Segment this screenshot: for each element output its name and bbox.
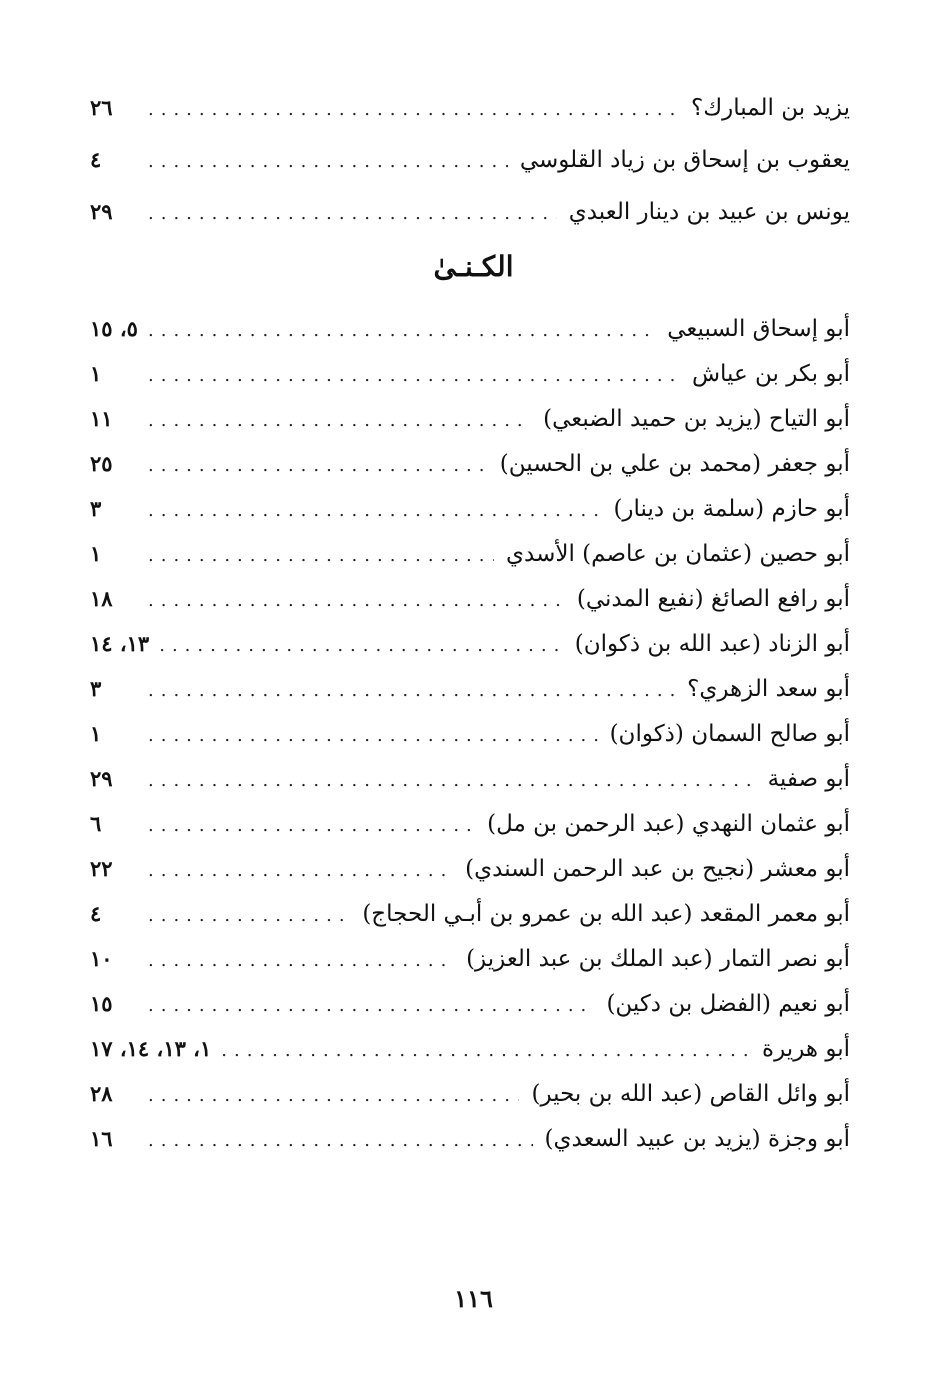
entry-pages: ٤ bbox=[90, 147, 102, 172]
entry-pages: ١٣، ١٤ bbox=[90, 631, 150, 656]
index-entry bbox=[90, 711, 850, 756]
entry-name: أبو نصر التمار (عبد الملك بن عبد العزيز) bbox=[466, 946, 850, 972]
entry-pages: ٢٥ bbox=[90, 451, 113, 476]
entry-pages: ٢٩ bbox=[90, 766, 113, 791]
entry-pages: ٢٨ bbox=[90, 1081, 113, 1106]
index-entry bbox=[90, 306, 850, 351]
entry-pages: ٢٢ bbox=[90, 856, 113, 881]
dot-leader bbox=[148, 803, 475, 848]
entry-pages: ٣ bbox=[90, 676, 102, 701]
dot-leader bbox=[148, 1118, 533, 1163]
entry-name: أبو إسحاق السبيعي bbox=[667, 316, 850, 342]
index-entry bbox=[90, 666, 850, 711]
dot-leader bbox=[148, 983, 594, 1028]
dot-leader bbox=[148, 84, 679, 136]
index-entry bbox=[90, 351, 850, 396]
index-entry bbox=[90, 936, 850, 981]
index-entry bbox=[90, 981, 850, 1026]
index-entry bbox=[90, 82, 850, 134]
entry-pages: ١٠ bbox=[90, 946, 113, 971]
index-list-names bbox=[90, 82, 850, 238]
dot-leader bbox=[148, 308, 655, 353]
entry-name: يونس بن عبيد بن دينار العبدي bbox=[568, 199, 850, 225]
dot-leader bbox=[148, 136, 508, 188]
entry-name: أبو حصين (عثمان بن عاصم) الأسدي bbox=[506, 541, 850, 567]
index-entry bbox=[90, 531, 850, 576]
index-entry bbox=[90, 846, 850, 891]
entry-pages: ٣ bbox=[90, 496, 102, 521]
index-entry bbox=[90, 441, 850, 486]
page-number: ١١٦ bbox=[454, 1284, 493, 1313]
dot-leader bbox=[148, 848, 453, 893]
entry-pages: ٥، ١٥ bbox=[90, 316, 138, 341]
index-entry bbox=[90, 396, 850, 441]
entry-name: أبو وجزة (يزيد بن عبيد السعدي) bbox=[544, 1126, 850, 1152]
entry-name: أبو سعد الزهري؟ bbox=[687, 676, 850, 702]
entry-pages: ٢٩ bbox=[90, 199, 113, 224]
entry-name: أبو هريرة bbox=[762, 1036, 850, 1062]
entry-pages: ٦ bbox=[90, 811, 102, 836]
entry-pages: ١ bbox=[90, 541, 102, 566]
index-entry bbox=[90, 891, 850, 936]
index-entry bbox=[90, 576, 850, 621]
dot-leader bbox=[148, 398, 531, 443]
index-entry bbox=[90, 1071, 850, 1116]
entry-pages: ١ bbox=[90, 361, 102, 386]
entry-pages: ٤ bbox=[90, 901, 102, 926]
entry-name: أبو جعفر (محمد بن علي بن الحسين) bbox=[499, 451, 850, 477]
entry-name: أبو بكر بن عياش bbox=[691, 361, 850, 387]
dot-leader bbox=[159, 623, 563, 668]
entry-name: أبو معمر المقعد (عبد الله بن عمرو بن أبـي الحجاج) bbox=[362, 901, 850, 927]
dot-leader bbox=[148, 533, 494, 578]
entry-name: أبو التياح (يزيد بن حميد الضبعي) bbox=[543, 406, 850, 432]
dot-leader bbox=[148, 893, 350, 938]
entry-name: أبو صالح السمان (ذكوان) bbox=[609, 721, 850, 747]
index-entry bbox=[90, 486, 850, 531]
dot-leader bbox=[148, 578, 565, 623]
entry-pages: ١٥ bbox=[90, 991, 113, 1016]
entry-pages: ٢٦ bbox=[90, 95, 113, 120]
index-list-kunya bbox=[90, 306, 850, 1161]
index-entry bbox=[90, 186, 850, 238]
entry-pages: ١٦ bbox=[90, 1126, 113, 1151]
entry-name: يزيد بن المبارك؟ bbox=[690, 95, 850, 121]
dot-leader bbox=[221, 1028, 750, 1073]
index-entry bbox=[90, 1116, 850, 1161]
dot-leader bbox=[148, 938, 454, 983]
entry-name: أبو رافع الصائغ (نفيع المدني) bbox=[576, 586, 850, 612]
entry-name: أبو نعيم (الفضل بن دكين) bbox=[606, 991, 850, 1017]
index-entry bbox=[90, 756, 850, 801]
dot-leader bbox=[148, 1073, 519, 1118]
entry-pages: ١١ bbox=[90, 406, 113, 431]
dot-leader bbox=[148, 188, 557, 240]
entry-name: أبو الزناد (عبد الله بن ذكوان) bbox=[574, 631, 850, 657]
section-title: الكـنـىٰ bbox=[433, 250, 514, 283]
entry-name: يعقوب بن إسحاق بن زياد القلوسي bbox=[519, 147, 850, 173]
dot-leader bbox=[148, 758, 756, 803]
index-entry bbox=[90, 1026, 850, 1071]
entry-pages: ١ bbox=[90, 721, 102, 746]
entry-pages: ١، ١٣، ١٤، ١٧ bbox=[90, 1036, 212, 1061]
entry-pages: ١٨ bbox=[90, 586, 113, 611]
entry-name: أبو معشر (نجيح بن عبد الرحمن السندي) bbox=[465, 856, 850, 882]
dot-leader bbox=[148, 668, 675, 713]
dot-leader bbox=[148, 713, 598, 758]
index-entry bbox=[90, 801, 850, 846]
dot-leader bbox=[148, 443, 488, 488]
entry-name: أبو حازم (سلمة بن دينار) bbox=[613, 496, 850, 522]
dot-leader bbox=[148, 353, 680, 398]
index-entry bbox=[90, 134, 850, 186]
entry-name: أبو وائل القاص (عبد الله بن بحير) bbox=[531, 1081, 850, 1107]
dot-leader bbox=[148, 488, 601, 533]
entry-name: أبو عثمان النهدي (عبد الرحمن بن مل) bbox=[487, 811, 850, 837]
index-entry bbox=[90, 621, 850, 666]
entry-name: أبو صفية bbox=[767, 766, 850, 792]
